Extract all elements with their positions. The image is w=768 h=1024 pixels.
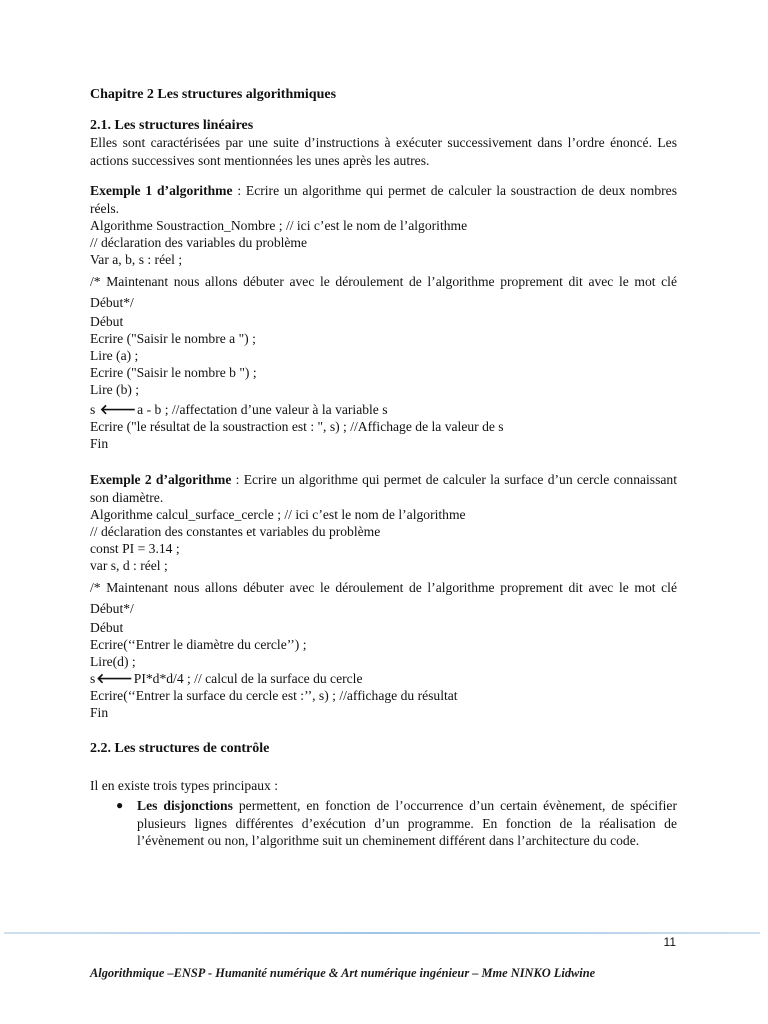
code-line: Var a, b, s : réel ; — [90, 252, 183, 267]
page-number: 11 — [663, 935, 676, 949]
section-heading-2-1: 2.1. Les structures linéaires — [90, 117, 254, 133]
example-1-statement — [90, 182, 677, 217]
left-arrow-icon: 🡐 — [96, 671, 133, 686]
code-line: Lire(d) ; — [90, 654, 136, 669]
control-structures-list — [90, 797, 677, 850]
code-line: Algorithme calcul_surface_cercle ; // ici c’est le nom de l’algorithme — [90, 507, 466, 522]
section-heading-2-2: 2.2. Les structures de contrôle — [90, 741, 270, 756]
section-2-2-intro: Il en existe trois types principaux : — [90, 777, 279, 793]
assign-expression: a - b ; //affectation d’une valeur à la variable s — [137, 402, 388, 417]
code-line: // déclaration des variables du problème — [90, 235, 308, 250]
code-line: Début — [90, 314, 124, 329]
example-1-body — [90, 313, 677, 452]
code-line: Fin — [90, 436, 109, 451]
footer-text: Algorithmique –ENSP - Humanité numérique & Art numérique ingénieur – Mme NINKO Lidwine — [90, 966, 596, 980]
example-1-label: Exemple 1 d’algorithme — [90, 183, 233, 198]
example-2-label: Exemple 2 d’algorithme — [90, 472, 232, 487]
bullet-icon: ● — [116, 798, 124, 812]
code-line: var s, d : réel ; — [90, 558, 168, 573]
assign-expression: PI*d*d/4 ; // calcul de la surface du cercle — [133, 671, 363, 686]
bullet-text: permettent, en fonction de l’occurrence d’un certain évènement, de spécifier plusieurs lignes différentes d’exécution d’un programme. En fonction de la réalisation de l’évènement ou non, l’algorithme suit un cheminement différent dans l’architecture du code. — [137, 798, 677, 848]
left-arrow-icon: 🡐 — [99, 402, 137, 417]
code-line: Ecrire(‘‘Entrer la surface du cercle est :’’, s) ; //affichage du résultat — [90, 688, 458, 703]
code-line: Fin — [90, 705, 109, 720]
document-page — [90, 86, 677, 850]
list-item — [90, 797, 677, 850]
example-2-body — [90, 619, 677, 721]
assign-variable: s — [90, 671, 96, 686]
code-line: Lire (a) ; — [90, 348, 139, 363]
code-line: Ecrire(‘‘Entrer le diamètre du cercle’’) ; — [90, 637, 307, 652]
assignment-line — [90, 670, 677, 687]
code-line: Ecrire ("Saisir le nombre a ") ; — [90, 331, 256, 346]
bullet-term: Les disjonctions — [137, 798, 233, 813]
chapter-title: Chapitre 2 Les structures algorithmiques — [90, 87, 337, 102]
code-line: const PI = 3.14 ; — [90, 541, 180, 556]
example-2-statement — [90, 471, 677, 506]
code-line: // déclaration des constantes et variables du problème — [90, 524, 381, 539]
example-2-declarations — [90, 506, 677, 574]
example-1-text: : Ecrire un algorithme qui permet de calculer la soustraction de deux nombres réels. — [90, 183, 677, 216]
code-line: Lire (b) ; — [90, 382, 140, 397]
footer-divider — [4, 932, 760, 934]
example-1-declarations — [90, 217, 677, 268]
assign-variable: s — [90, 402, 99, 417]
section-2-1-intro: Elles sont caractérisées par une suite d’instructions à exécuter successivement dans l’ordre énoncé. Les actions successives sont mentionnées les unes après les autres. — [90, 135, 677, 168]
example-1-comment: /* Maintenant nous allons débuter avec le déroulement de l’algorithme proprement dit avec le mot clé Début*/ — [90, 274, 677, 310]
code-line: Début — [90, 620, 124, 635]
code-line: Ecrire ("le résultat de la soustraction est : ", s) ; //Affichage de la valeur de s — [90, 419, 504, 434]
example-2-text: : Ecrire un algorithme qui permet de calculer la surface d’un cercle connaissant son diamètre. — [90, 472, 677, 505]
example-2-comment: /* Maintenant nous allons débuter avec le déroulement de l’algorithme proprement dit avec le mot clé Début*/ — [90, 580, 677, 616]
assignment-line — [90, 401, 677, 418]
code-line: Algorithme Soustraction_Nombre ; // ici c’est le nom de l’algorithme — [90, 218, 468, 233]
code-line: Ecrire ("Saisir le nombre b ") ; — [90, 365, 257, 380]
